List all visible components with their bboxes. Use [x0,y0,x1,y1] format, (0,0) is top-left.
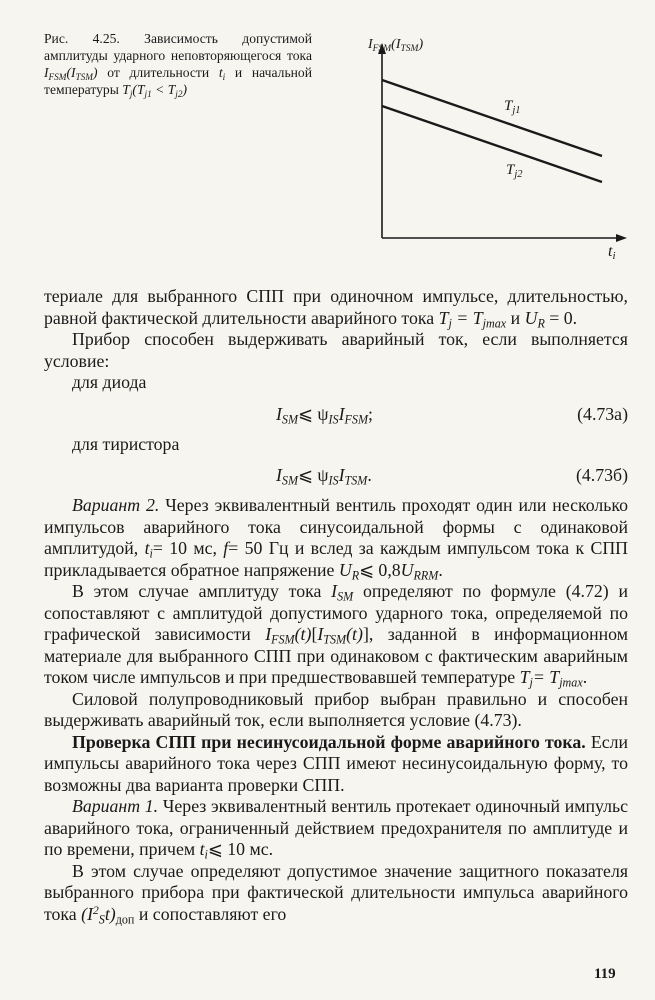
caption-symbol-ti: $t_i$ [218,65,226,82]
diode-label: для диода [72,372,147,392]
x-axis-arrow [616,234,627,242]
caption-text-2: от длительности [107,65,210,80]
caption-label: Рис. 4.25. [44,31,120,46]
paragraph-2: Прибор способен выдерживать аварийный ток, если выполняется условие: [44,329,628,371]
formula-4-73b [44,455,628,495]
page-number: 119 [594,966,616,982]
figure-graph [330,30,630,270]
paragraph-4: В этом случае амплитуду тока $I_{SM}$ определяют по формуле (4.72) и сопоставляют с амплитудой допустимого ударного тока, определяемой по графической зависимости $I_{FSM}(t)[I_{TSM}(t)]$, заданной в информационном материале для выбранного СПП при одинаковом с фактическим аварийным током числе импульсов и при предшествовавшей температуре $T_j= T_{jmax}$. [44,581,628,690]
section-heading: Проверка СПП при несинусоидальной форме аварийного тока. [72,731,586,752]
paragraph-6: Проверка СПП при несинусоидальной форме аварийного тока. Если импульсы аварийного тока через СПП имеют несинусоидальную форму, то возможны два варианта проверки СПП. [44,731,628,795]
caption-symbol-tj: $T_j(T_{j1} < T_{j2})$ [122,82,187,99]
paragraph-3: Вариант 2. Через эквивалентный вентиль проходят один или несколько импульсов аварийного тока синусоидальной формы с одинаковой амплитудой, $t_i= 10$ мс, f= 50 Гц и вслед за каждым импульсом тока к СПП прикладывается обратное напряжение $U_R⩽$ $0,8U_{RRM}$. [44,495,628,583]
paragraph-1: териале для выбранного СПП при одиночном импульсе, длительностью, равной фактической длительности аварийного тока $T_j = T_{jmax}$ и $U_R = 0$. [44,286,628,331]
paragraph-5: Силовой полупроводниковый прибор выбран правильно и способен выдерживать аварийный ток, если выполняется условие (4.73). [44,688,628,730]
paragraph-7: Вариант 1. Через эквивалентный вентиль протекает одиночный импульс аварийного тока, ограниченный действием предохранителя по амплитуде и по времени, причем $t_i⩽$ 10 мс. [44,796,628,862]
body-text [44,286,628,925]
thyristor-label: для тиристора [72,433,180,454]
formula-4-73a-expr: $I_{SM}⩽$ $\psi_{IS}I_{FSM}$; [276,403,373,427]
p1-condition: $T_j = T_{jmax}$ [438,307,507,331]
formula-4-73a-number: (4.73а) [577,403,628,424]
formula-4-73b-expr: $I_{SM}⩽$ $\psi_{IS}I_{TSM}$. [276,465,372,488]
caption-text-1: Зависимость допустимой амплитуды ударного неповторяющегося тока [44,31,312,63]
caption-text-3: и начальной температуры [44,65,312,97]
caption-symbol-ifsm: $I_{FSM}(I_{TSM})$ [44,65,98,82]
curve-tj1-label: $T_{j1}$ [504,98,521,116]
x-axis-label: ti [608,243,616,262]
curve-tj2-label: $T_{j2}$ [506,162,523,180]
figure-caption [44,30,312,98]
formula-4-73a [44,394,628,434]
paragraph-8: В этом случае определяют допустимое значение защитного показателя выбранного прибора при фактической длительности импульса аварийного тока $(I^2_St)_{доп}$ и сопоставляют его [44,860,628,927]
formula-4-73b-number: (4.73б) [575,465,628,485]
p1-voltage: $U_R$ [524,307,545,331]
y-axis-label: $I_{FSM}(I_{TSM})$ [368,37,424,54]
graph-svg [330,30,630,270]
